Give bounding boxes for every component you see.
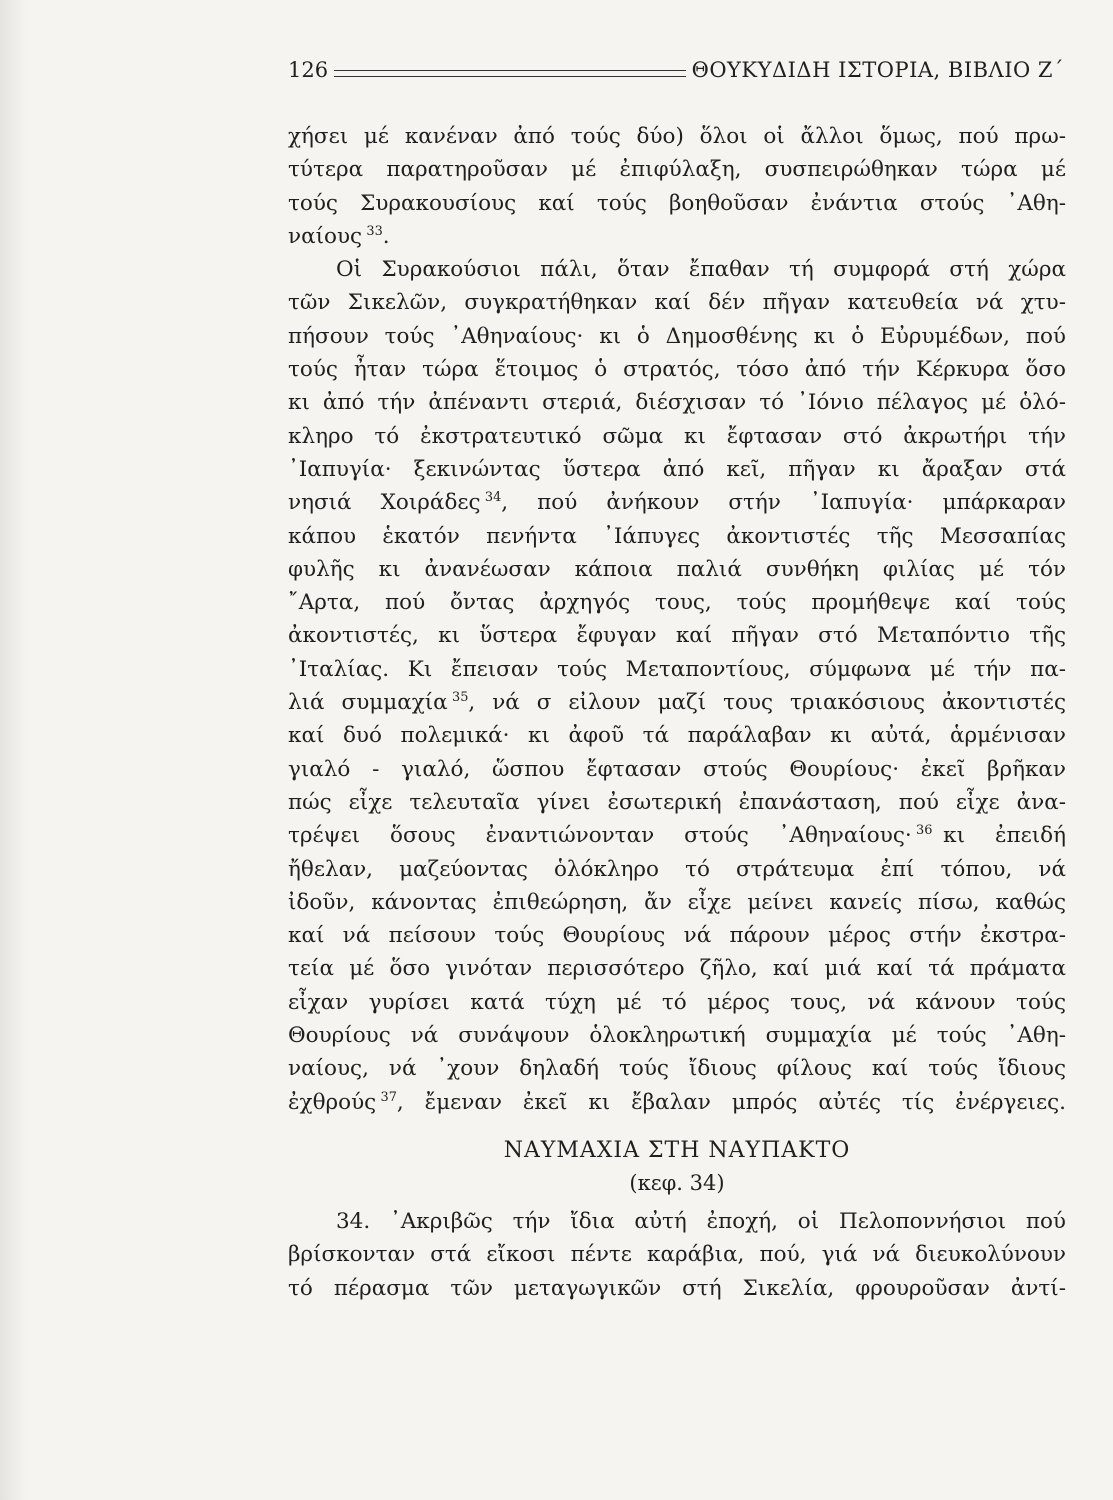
page-body [288, 120, 1066, 1305]
footnote-ref-35: 35 [452, 689, 469, 705]
text-line: εἶχαν γυρίσει κατά τύχη μέ τό μέρος τους, νά κάνουν τούς [288, 989, 1066, 1015]
scan-edge-shade [0, 0, 26, 1500]
text-line: καί νά πείσουν τούς Θουρίους νά πάρουν μέρος στήν ἐκστρα- [288, 923, 1066, 949]
text-line [288, 686, 1066, 719]
text-line: τῶν Σικελῶν, συγκρατήθηκαν καί δέν πῆγαν κατευθεία νά χτυ- [288, 290, 1066, 316]
text-line: τούς ἦταν τώρα ἕτοιμος ὁ στρατός, τόσο ἀπό τήν Κέρκυρα ὅσο [288, 357, 1066, 383]
text-line: κι ἀπό τήν ἀπέναντι στεριά, διέσχισαν τό ᾿Ιόνιο πέλαγος μέ ὁλό- [288, 390, 1066, 416]
text-line: ῎Αρτα, πού ὄντας ἀρχηγός τους, τούς προμήθεψε καί τούς [288, 590, 1066, 616]
text-line: 34. ᾿Ακριβῶς τήν ἴδια αὐτή ἐποχή, οἱ Πελοποννήσιοι πού [336, 1208, 1066, 1234]
footnote-ref-33: 33 [366, 223, 383, 239]
paragraph-chapter-34 [288, 1205, 1066, 1305]
text-line: τεία μέ ὅσο γινόταν περισσότερο ζῆλο, καί μιά καί τά πράματα [288, 956, 1066, 982]
line-text: τρέψει ὅσους ἐναντιώνονταν στούς ᾿Αθηναίους· [288, 823, 912, 849]
line-text: . [382, 223, 390, 249]
text-line: φυλῆς κι ἀνανέωσαν κάποια παλιά συνθήκη φιλίας μέ τόν [288, 556, 1066, 582]
page-number: 126 [288, 58, 329, 82]
running-title: ΘΟΥΚΥΔΙΔΗ ΙΣΤΟΡΙΑ, ΒΙΒΛΙΟ Ζ΄ [691, 58, 1064, 82]
running-header [288, 60, 1064, 81]
text-line: Θουρίους νά συνάψουν ὁλοκληρωτική συμμαχία μέ τούς ᾿Αθη- [288, 1023, 1066, 1049]
text-line: ἰδοῦν, κάνοντας ἐπιθεώρηση, ἄν εἶχε μείνει κανείς πίσω, καθώς [288, 889, 1066, 915]
text-line: ναίους, νά ᾿χουν δηλαδή τούς ἴδιους φίλους καί τούς ἴδιους [288, 1056, 1066, 1082]
footnote-ref-34: 34 [484, 490, 502, 506]
text-line: Οἱ Συρακούσιοι πάλι, ὅταν ἔπαθαν τή συμφορά στή χώρα [336, 257, 1066, 283]
footnote-ref-37: 37 [380, 1089, 397, 1105]
line-text: ἐχθρούς [288, 1089, 377, 1115]
line-text: νησιά Χοιράδες [288, 490, 481, 516]
text-line: γιαλό - γιαλό, ὥσπου ἔφτασαν στούς Θουρίους· ἐκεῖ βρῆκαν [288, 756, 1066, 782]
text-line: ᾿Ιαπυγία· ξεκινώντας ὕστερα ἀπό κεῖ, πῆγαν κι ἄραξαν στά [288, 456, 1066, 482]
text-line: ἤθελαν, μαζεύοντας ὁλόκληρο τό στράτευμα ἐπί τόπου, νά [288, 856, 1066, 882]
header-rule [334, 70, 686, 77]
text-line: πήσουν τούς ᾿Αθηναίους· κι ὁ Δημοσθένης κι ὁ Εὐρυμέδων, πού [288, 323, 1066, 349]
section-title: ΝΑΥΜΑΧΙΑ ΣΤΗ ΝΑΥΠΑΚΤΟ [503, 1137, 851, 1163]
line-text: , πού ἀνήκουν στήν ᾿Ιαπυγία· μπάρκαραν [501, 490, 1066, 516]
text-line [288, 1086, 1066, 1119]
text-line: καί δυό πολεμικά· κι ἀφοῦ τά παράλαβαν κι αὐτά, ἁρμένισαν [288, 723, 1066, 749]
paragraph-syracusans [288, 253, 1066, 1119]
text-line: πώς εἶχε τελευταῖα γίνει ἐσωτερική ἐπανάσταση, πού εἶχε ἀνα- [288, 789, 1066, 815]
text-line: τούς Συρακουσίους καί τούς βοηθοῦσαν ἐνάντια στούς ᾿Αθη- [288, 190, 1066, 216]
text-line: ᾿Ιταλίας. Κι ἔπεισαν τούς Μεταποντίους, σύμφωνα μέ τήν πα- [288, 656, 1066, 682]
text-line: ἀκοντιστές, κι ὕστερα ἔφυγαν καί πῆγαν στό Μεταπόντιο τῆς [288, 623, 1066, 649]
line-text: ναίους [288, 223, 363, 249]
line-text: , νά σ εἰλουν μαζί τους τριακόσιους ἀκοντιστές [468, 690, 1066, 716]
text-line [288, 486, 1066, 519]
paragraph-continued [288, 120, 1066, 253]
text-line: βρίσκονταν στά εἴκοσι πέντε καράβια, πού, γιά νά διευκολύνουν [288, 1242, 1066, 1268]
text-line [288, 220, 1066, 253]
text-line: τό πέρασμα τῶν μεταγωγικῶν στή Σικελία, φρουροῦσαν ἀντί- [288, 1275, 1066, 1301]
line-text: , ἔμεναν ἐκεῖ κι ἔβαλαν μπρός αὐτές τίς ἐνέργειες. [396, 1089, 1066, 1115]
footnote-ref-36: 36 [916, 823, 933, 839]
text-line: τύτερα παρατηροῦσαν μέ ἐπιφύλαξη, συσπειρώθηκαν τώρα μέ [288, 157, 1066, 183]
text-line: κάπου ἑκατόν πενήντα ᾿Ιάπυγες ἀκοντιστές τῆς Μεσσαπίας [288, 523, 1066, 549]
section-chapter: (κεφ. 34) [629, 1170, 725, 1195]
text-line: κληρο τό ἐκστρατευτικό σῶμα κι ἔφτασαν στό ἀκρωτήρι τήν [288, 423, 1066, 449]
line-text: κι ἐπειδή [943, 823, 1067, 849]
text-line: χήσει μέ κανέναν ἀπό τούς δύο) ὅλοι οἱ ἄλλοι ὅμως, πού πρω- [288, 124, 1066, 149]
text-line [288, 819, 1066, 852]
line-text: λιά συμμαχία [288, 690, 448, 716]
